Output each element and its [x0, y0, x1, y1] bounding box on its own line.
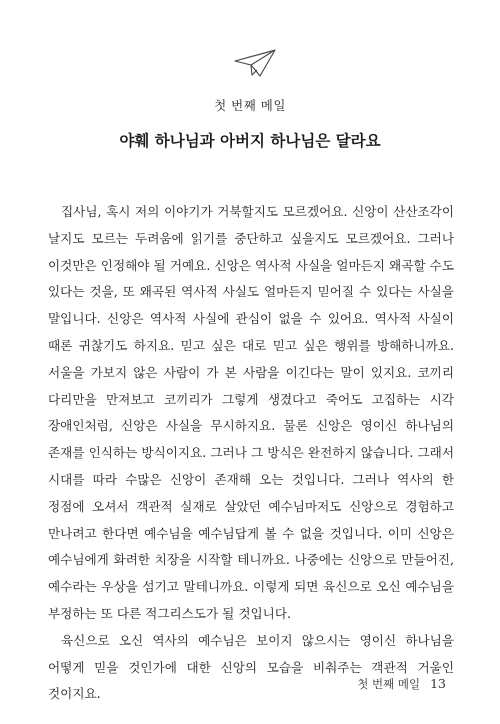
section-label: 첫 번째 메일	[214, 98, 286, 113]
page-footer	[357, 676, 446, 692]
page-title: 야훼 하나님과 아버지 하나님은 달라요	[119, 132, 381, 150]
paragraph: 집사님, 혹시 저의 이야기가 거북할지도 모르겠어요. 신앙이 산산조각이 날지도 모르는 두려움에 읽기를 중단하고 싶을지도 모르겠어요. 그러나 이것만은 인정해야 될 거예요. 신앙은 역사적 사실을 얼마든지 왜곡할 수도 있다는 것을, 또 왜곡된 역사적 사실도 얼마든지 믿어질 수 있다는 사실을 말입니다. 신앙은 역사적 사실에 관심이 없을 수 있어요. 역사적 사실이 때론 귀찮기도 하지요. 믿고 싶은 대로 믿고 싶은 행위를 방해하니까요. 서울을 가보지 않은 사람이 가 본 사람을 이긴다는 말이 있지요. 코끼리 다리만을 만져보고 코끼리가 그렇게 생겼다고 죽어도 고집하는 시각 장애인처럼, 신앙은 사실을 무시하지요. 물론 신앙은 영이신 하나님의 존재를 인식하는 방식이지요. 그러나 그 방식은 완전하지 않습니다. 그래서 시대를 따라 수많은 신앙이 존재해 오는 것입니다. 그러나 역사의 한 정점에 오셔서 객관적 실재로 살았던 예수님마저도 신앙으로 경험하고 만나려고 한다면 예수님을 예수님답게 볼 수 없을 것입니다. 이미 신앙은 예수님에게 화려한 치장을 시작할 테니까요. 나중에는 신앙으로 만들어진, 예수라는 우상을 섬기고 말테니까요. 이렇게 되면 육신으로 오신 예수님을 부정하는 또 다른 적그리스도가 될 것입니다.	[48, 204, 454, 621]
paper-plane-icon	[233, 48, 277, 78]
page-number: 13	[430, 676, 446, 691]
footer-section-label: 첫 번째 메일	[357, 677, 421, 691]
body-text	[48, 199, 454, 708]
paragraph: 육신으로 오신 역사의 예수님은 보이지 않으시는 영이신 하나님을 어떻게 믿을 것인가에 대한 신앙의 모습을 비춰주는 객관적 거울인 것이지요.	[48, 632, 454, 702]
